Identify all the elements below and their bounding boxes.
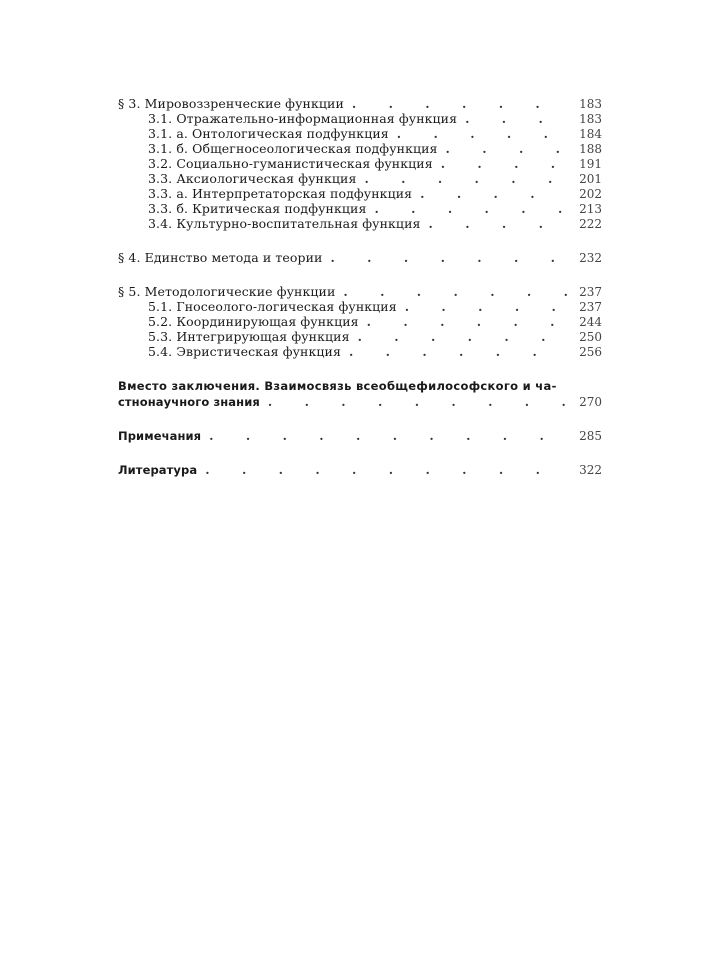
toc-conclusion-line2: стнонаучного знания	[118, 395, 260, 409]
toc-item-label: 3.1. б. Общегносеологическая подфункция	[148, 141, 438, 156]
toc-literature[interactable]	[118, 462, 602, 477]
toc-item-3-1-a[interactable]	[118, 126, 602, 141]
spacer	[118, 265, 602, 284]
toc-item-3-4[interactable]	[118, 216, 602, 231]
dot-leader	[205, 462, 568, 477]
spacer	[118, 231, 602, 250]
toc-item-label: 3.2. Социально-гуманистическая функция	[148, 156, 433, 171]
toc-section-4-title: § 4. Единство метода и теории	[118, 250, 323, 265]
toc-notes[interactable]	[118, 428, 602, 443]
table-of-contents	[118, 96, 602, 477]
dot-leader	[352, 96, 568, 111]
toc-item-page: 237	[579, 300, 602, 314]
toc-item-label: 5.3. Интегрирующая функция	[148, 329, 350, 344]
toc-item-3-3-b[interactable]	[118, 201, 602, 216]
toc-literature-title: Литература	[118, 463, 198, 477]
toc-item-page: 250	[579, 330, 602, 344]
dot-leader	[405, 299, 568, 314]
toc-item-label: 3.3. Аксиологическая функция	[148, 171, 357, 186]
dot-leader	[374, 201, 568, 216]
toc-item-label: 3.1. а. Онтологическая подфункция	[148, 126, 389, 141]
toc-section-5-page: 237	[579, 285, 602, 299]
toc-item-3-2[interactable]	[118, 156, 602, 171]
dot-leader	[268, 394, 568, 409]
toc-item-3-3[interactable]	[118, 171, 602, 186]
toc-item-page: 184	[579, 127, 602, 141]
toc-item-page: 188	[579, 142, 602, 156]
dot-leader	[349, 344, 568, 359]
toc-item-page: 256	[579, 345, 602, 359]
toc-item-5-2[interactable]	[118, 314, 602, 329]
toc-item-label: 3.3. б. Критическая подфункция	[148, 201, 367, 216]
toc-notes-page: 285	[579, 429, 602, 443]
toc-item-label: 3.4. Культурно-воспитательная функция	[148, 216, 421, 231]
toc-item-3-1[interactable]	[118, 111, 602, 126]
dot-leader	[420, 186, 568, 201]
dot-leader	[441, 156, 568, 171]
toc-conclusion-page: 270	[579, 395, 602, 409]
toc-item-label: 3.3. а. Интерпретаторская подфункция	[148, 186, 413, 201]
spacer	[118, 443, 602, 462]
toc-item-label: 5.4. Эвристическая функция	[148, 344, 341, 359]
toc-item-page: 202	[579, 187, 602, 201]
toc-item-5-1[interactable]	[118, 299, 602, 314]
toc-conclusion-line1[interactable]: Вместо заключения. Взаимосвязь всеобщефилософского и ча-	[118, 379, 557, 393]
toc-item-3-1-b[interactable]	[118, 141, 602, 156]
dot-leader	[367, 314, 568, 329]
toc-item-page: 213	[579, 202, 602, 216]
dot-leader	[330, 250, 568, 265]
toc-section-3-title: § 3. Мировоззренческие функции	[118, 96, 344, 111]
dot-leader	[429, 216, 569, 231]
toc-item-5-4[interactable]	[118, 344, 602, 359]
toc-item-page: 191	[579, 157, 602, 171]
toc-item-label: 5.2. Координирующая функция	[148, 314, 359, 329]
toc-section-5[interactable]	[118, 284, 602, 299]
toc-section-4-page: 232	[579, 251, 602, 265]
spacer	[118, 359, 602, 378]
toc-item-page: 222	[579, 217, 602, 231]
toc-literature-page: 322	[579, 463, 602, 477]
toc-item-label: 5.1. Гносеолого-логическая функция	[148, 299, 397, 314]
toc-section-3-page: 183	[579, 97, 602, 111]
toc-notes-title: Примечания	[118, 429, 202, 443]
toc-item-page: 244	[579, 315, 602, 329]
spacer	[118, 409, 602, 428]
dot-leader	[358, 329, 568, 344]
toc-section-3[interactable]	[118, 96, 602, 111]
toc-section-5-title: § 5. Методологические функции	[118, 284, 336, 299]
toc-conclusion[interactable]	[118, 394, 602, 409]
toc-item-page: 183	[579, 112, 602, 126]
dot-leader	[343, 284, 568, 299]
dot-leader	[364, 171, 568, 186]
toc-item-page: 201	[579, 172, 602, 186]
dot-leader	[397, 126, 568, 141]
toc-item-label: 3.1. Отражательно-информационная функция	[148, 111, 458, 126]
dot-leader	[209, 428, 568, 443]
dot-leader	[446, 141, 568, 156]
dot-leader	[465, 111, 568, 126]
toc-section-4[interactable]	[118, 250, 602, 265]
toc-item-3-3-a[interactable]	[118, 186, 602, 201]
toc-item-5-3[interactable]	[118, 329, 602, 344]
